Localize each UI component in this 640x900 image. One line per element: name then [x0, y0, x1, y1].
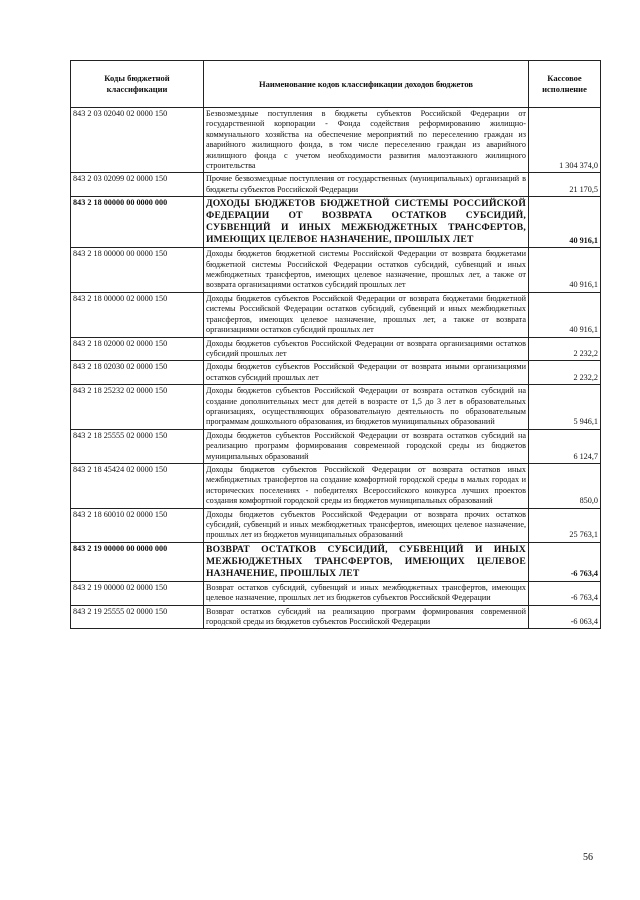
cell-code: 843 2 18 00000 00 0000 150 [71, 248, 204, 293]
table-row [71, 463, 601, 508]
cell-amount: 25 763,1 [529, 508, 601, 542]
cell-code: 843 2 18 45424 02 0000 150 [71, 463, 204, 508]
cell-amount: 40 916,1 [529, 248, 601, 293]
table-row [71, 197, 601, 248]
cell-amount: -6 063,4 [529, 605, 601, 629]
cell-amount: 850,0 [529, 463, 601, 508]
table-row [71, 542, 601, 581]
cell-amount: -6 763,4 [529, 542, 601, 581]
page-number: 56 [583, 852, 593, 863]
cell-amount: 2 232,2 [529, 361, 601, 385]
cell-code: 843 2 18 00000 02 0000 150 [71, 292, 204, 337]
table-row [71, 581, 601, 605]
cell-name: Доходы бюджетов субъектов Российской Федерации от возврата бюджетами бюджетной системы Российской Федерации остатков субсидий, субвенций и иных межбюджетных трансфертов, имеющих целевое назначение, прошлых лет, а также от возврата организациями остатков субсидий прошлых лет [204, 292, 529, 337]
cell-amount: 5 946,1 [529, 385, 601, 430]
cell-name: Доходы бюджетов субъектов Российской Федерации от возврата остатков субсидий на создание дополнительных мест для детей в возрасте от 1,5 до 3 лет в образовательных организациях, осуществляющих образовательную деятельность по образовательным программам дошкольного образования, из бюджетов муниципальных образований [204, 385, 529, 430]
cell-name: Доходы бюджетов субъектов Российской Федерации от возврата организациями остатков субсидий прошлых лет [204, 337, 529, 361]
cell-amount: 21 170,5 [529, 173, 601, 197]
cell-name: Безвозмездные поступления в бюджеты субъектов Российской Федерации от государственной корпорации - Фонда содействия реформированию жилищно-коммунального хозяйства на обеспечение мероприятий по переселению граждан из аварийного жилищного фонда, в том числе переселению граждан из аварийного жилищного фонда с учетом необходимости развития малоэтажного жилищного строительства [204, 108, 529, 173]
cell-amount: 6 124,7 [529, 429, 601, 463]
cell-code: 843 2 19 00000 00 0000 000 [71, 542, 204, 581]
report-page [70, 60, 600, 629]
cell-amount: 40 916,1 [529, 197, 601, 248]
cell-name: Доходы бюджетов субъектов Российской Федерации от возврата иными организациями остатков субсидий прошлых лет [204, 361, 529, 385]
cell-name: ВОЗВРАТ ОСТАТКОВ СУБСИДИЙ, СУБВЕНЦИЙ И ИНЫХ МЕЖБЮДЖЕТНЫХ ТРАНСФЕРТОВ, ИМЕЮЩИХ ЦЕЛЕВОЕ НАЗНАЧЕНИЕ, ПРОШЛЫХ ЛЕТ [204, 542, 529, 581]
table-row [71, 429, 601, 463]
cell-code: 843 2 03 02099 02 0000 150 [71, 173, 204, 197]
cell-name: Доходы бюджетов субъектов Российской Федерации от возврата прочих остатков субсидий, субвенций и иных межбюджетных трансфертов, имеющих целевое назначение, прошлых лет из бюджетов муниципальных образований [204, 508, 529, 542]
cell-code: 843 2 18 25555 02 0000 150 [71, 429, 204, 463]
cell-code: 843 2 19 00000 02 0000 150 [71, 581, 204, 605]
budget-classification-table [70, 60, 601, 629]
table-row [71, 173, 601, 197]
table-row [71, 508, 601, 542]
table-row [71, 108, 601, 173]
cell-code: 843 2 18 60010 02 0000 150 [71, 508, 204, 542]
cell-name: Возврат остатков субсидий на реализацию программ формирования современной городской среды из бюджетов субъектов Российской Федерации [204, 605, 529, 629]
header-amount: Кассовое исполнение [529, 61, 601, 108]
cell-code: 843 2 18 02030 02 0000 150 [71, 361, 204, 385]
cell-name: Доходы бюджетов бюджетной системы Российской Федерации от возврата бюджетами бюджетной системы Российской Федерации остатков субсидий, субвенций и иных межбюджетных трансфертов, имеющих целевое назначение, прошлых лет, а также от возврата организациями остатков субсидий прошлых лет [204, 248, 529, 293]
cell-amount: -6 763,4 [529, 581, 601, 605]
cell-code: 843 2 18 00000 00 0000 000 [71, 197, 204, 248]
header-code: Коды бюджетной классификации [71, 61, 204, 108]
cell-amount: 40 916,1 [529, 292, 601, 337]
cell-name: ДОХОДЫ БЮДЖЕТОВ БЮДЖЕТНОЙ СИСТЕМЫ РОССИЙСКОЙ ФЕДЕРАЦИИ ОТ ВОЗВРАТА ОСТАТКОВ СУБСИДИЙ, СУБВЕНЦИЙ И ИНЫХ МЕЖБЮДЖЕТНЫХ ТРАНСФЕРТОВ, ИМЕЮЩИХ ЦЕЛЕВОЕ НАЗНАЧЕНИЕ, ПРОШЛЫХ ЛЕТ [204, 197, 529, 248]
cell-name: Доходы бюджетов субъектов Российской Федерации от возврата остатков субсидий на реализацию программ формирования современной городской среды из бюджетов муниципальных образований [204, 429, 529, 463]
cell-name: Доходы бюджетов субъектов Российской Федерации от возврата остатков иных межбюджетных трансфертов на создание комфортной городской среды в малых городах и исторических поселениях - победителях Всероссийского конкурса лучших проектов создания комфортной городской среды из бюджетов муниципальных образований [204, 463, 529, 508]
table-row [71, 248, 601, 293]
table-body [71, 108, 601, 629]
cell-amount: 1 304 374,0 [529, 108, 601, 173]
header-name: Наименование кодов классификации доходов бюджетов [204, 61, 529, 108]
table-row [71, 385, 601, 430]
table-row [71, 337, 601, 361]
cell-amount: 2 232,2 [529, 337, 601, 361]
cell-name: Возврат остатков субсидий, субвенций и иных межбюджетных трансфертов, имеющих целевое назначение, прошлых лет из бюджетов субъектов Российской Федерации [204, 581, 529, 605]
cell-code: 843 2 18 02000 02 0000 150 [71, 337, 204, 361]
cell-code: 843 2 18 25232 02 0000 150 [71, 385, 204, 430]
table-row [71, 292, 601, 337]
cell-name: Прочие безвозмездные поступления от государственных (муниципальных) организаций в бюджеты субъектов Российской Федерации [204, 173, 529, 197]
table-row [71, 605, 601, 629]
table-header-row [71, 61, 601, 108]
cell-code: 843 2 03 02040 02 0000 150 [71, 108, 204, 173]
cell-code: 843 2 19 25555 02 0000 150 [71, 605, 204, 629]
table-row [71, 361, 601, 385]
